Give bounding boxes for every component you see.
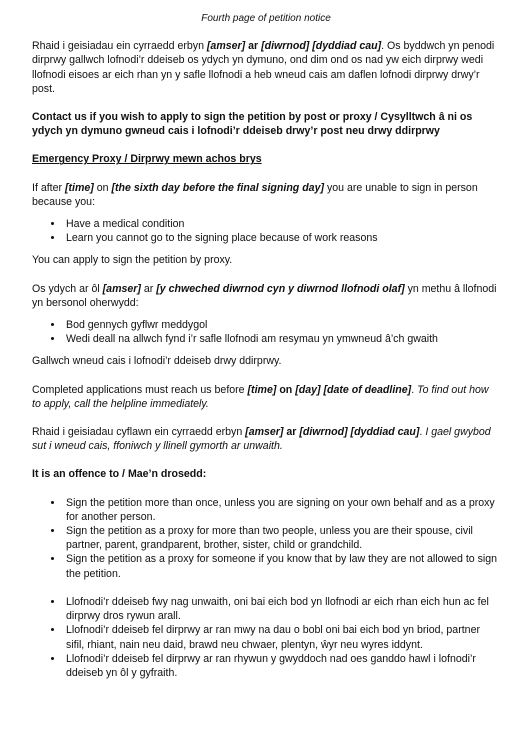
contact-paragraph: Contact us if you wish to apply to sign the petition by post or proxy / Cysylltwch â ni os ydych yn dymuno gwneud cais i lofnodi’r ddeiseb drwy’r post neu drwy ddirprwy (32, 111, 473, 138)
list-item: • Sign the petition as a proxy for more than two people, unless you are their spouse, civil partner, parent, grandparent, brother, sister, child or grandchild. (64, 524, 500, 552)
document-page (32, 12, 500, 680)
emergency-proxy-heading: Emergency Proxy / Dirprwy mewn achos brys (32, 153, 262, 166)
list-item: • Llofnodi’r ddeiseb fwy nag unwaith, oni bai eich bod yn llofnodi ar eich rhan eich hun ac fel dirprwy dros rywun arall. (64, 595, 500, 623)
placeholder: [amser] (206, 40, 246, 53)
placeholder: [day] (295, 383, 321, 396)
english-reasons-list (32, 217, 500, 245)
text: . (411, 383, 418, 396)
placeholder: [amser] (245, 426, 284, 439)
placeholder: [amser] (102, 282, 141, 295)
welsh-completed-paragraph (32, 425, 500, 453)
text: Rhaid i geisiadau ein cyrraedd erbyn (32, 40, 207, 53)
completed-applications-paragraph (32, 383, 500, 411)
placeholder: [diwrnod] [dyddiad cau] (261, 40, 382, 53)
text: Completed applications must reach us before (32, 383, 248, 396)
text: you are unable to sign in person because you: (32, 181, 478, 208)
helpline-note: To find out how to apply, call the helpline immediately. (32, 383, 489, 410)
list-item: • Sign the petition more than once, unless you are signing on your own behalf and as a proxy for another person. (64, 496, 500, 524)
text: ar (140, 282, 157, 295)
text: yn methu â llofnodi yn bersonol oherwydd: (32, 282, 497, 309)
list-item: • Bod gennych gyflwr meddygol (64, 318, 500, 332)
offence-heading: It is an offence to / Mae’n drosedd: (32, 468, 207, 481)
welsh-proxy-paragraph: Gallwch wneud cais i lofnodi’r ddeiseb drwy ddirprwy. (32, 355, 282, 368)
placeholder: [y chweched diwrnod cyn y diwrnod llofnodi olaf] (156, 282, 405, 295)
welsh-intro-paragraph (32, 282, 500, 310)
text: . Os byddwch yn penodi dirprwy gallwch lofnodi’r ddeiseb os ydych yn dymuno, ond dim ond os nad yw eich dirprwy wedi llofnodi eisoes ar eich rhan yn y safle llofnodi a heb wneud cais am daflen lofnodi dirprwy drwy’r post. (32, 40, 495, 95)
text: ar (245, 40, 262, 53)
helpline-note: I gael gwybod sut i wneud cais, ffoniwch y llinell gymorth ar unwaith. (32, 426, 491, 453)
placeholder: [time] (64, 181, 94, 194)
text: If after (32, 181, 65, 194)
page-header: Fourth page of petition notice (201, 13, 331, 24)
text: ar (283, 426, 300, 439)
welsh-deadline-paragraph (32, 39, 500, 96)
placeholder: [date of deadline] (323, 383, 412, 396)
placeholder: [the sixth day before the final signing day] (111, 181, 324, 194)
list-item: • Wedi deall na allwch fynd i’r safle llofnodi am resymau yn ymwneud â’ch gwaith (64, 332, 500, 346)
text: Os ydych ar ôl (32, 282, 103, 295)
english-intro-paragraph (32, 181, 500, 209)
list-item: • Learn you cannot go to the signing place because of work reasons (64, 231, 500, 245)
placeholder: [time] (247, 383, 277, 396)
list-item: • Sign the petition as a proxy for someone if you know that by law they are not allowed to sign the petition. (64, 552, 500, 580)
list-item: • Llofnodi’r ddeiseb fel dirprwy ar ran rhywun y gwyddoch nad oes ganddo hawl i lofnodi’r ddeiseb yn ôl y gyfraith. (64, 652, 500, 680)
text: . (419, 426, 426, 439)
list-item: • Llofnodi’r ddeiseb fel dirprwy ar ran mwy na dau o bobl oni bai eich bod yn briod, partner sifil, rhiant, nain neu daid, brawd neu chwaer, plentyn, ŵyr neu wyres iddynt. (64, 623, 500, 651)
welsh-reasons-list (32, 318, 500, 346)
text: on (276, 383, 296, 396)
list-item: • Have a medical condition (64, 217, 500, 231)
english-offences-list (32, 496, 500, 581)
placeholder: [diwrnod] [dyddiad cau] (299, 426, 420, 439)
english-proxy-paragraph: You can apply to sign the petition by proxy. (32, 254, 233, 267)
text: on (93, 181, 112, 194)
welsh-offences-list (32, 595, 500, 680)
text: Rhaid i geisiadau cyflawn ein cyrraedd erbyn (32, 426, 246, 439)
